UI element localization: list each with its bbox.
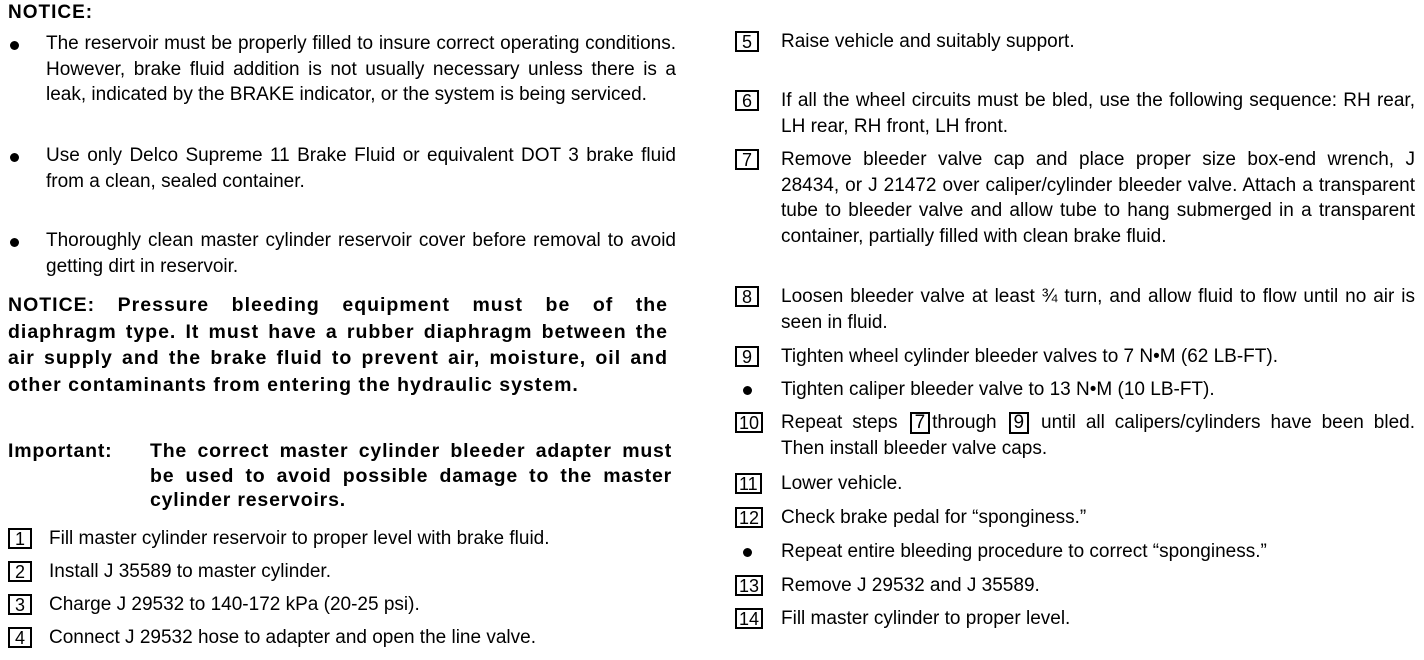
step-text: Remove bleeder valve cap and place proper size box-end wrench, J 28434, or J 21472 over caliper/cylinder bleeder valve. Attach a transparent tube to bleeder valve and allow tube to hang submerged in a transparent container, partially filled with clean brake fluid. <box>781 149 1415 247</box>
step-number: 5 <box>735 31 759 52</box>
notice-heading: NOTICE: <box>8 2 94 23</box>
step-text-mid: through <box>932 412 997 433</box>
step-text: If all the wheel circuits must be bled, use the following sequence: RH rear, LH rear, RH front, LH front. <box>781 90 1415 137</box>
step-number: 4 <box>8 627 32 648</box>
step-number: 6 <box>735 90 759 111</box>
step-number: 14 <box>735 608 763 629</box>
step-number: 3 <box>8 594 32 615</box>
step-text: Repeat entire bleeding procedure to correct “sponginess.” <box>781 541 1267 562</box>
bullet-dot-icon <box>10 41 19 50</box>
step-text: Tighten wheel cylinder bleeder valves to 7 N•M (62 LB-FT). <box>781 346 1278 367</box>
bullet-dot-icon <box>10 153 19 162</box>
important-text: The correct master cylinder bleeder adapter must be used to avoid possible damage to the master cylinder reservoirs. <box>150 440 672 511</box>
pressure-bleeding-notice: NOTICE: Pressure bleeding equipment must be of the diaphragm type. It must have a rubber diaphragm between the air supply and the brake fluid to prevent air, moisture, oil and other contaminants from entering the hydraulic system. <box>8 294 668 396</box>
step-text: Check brake pedal for “sponginess.” <box>781 507 1087 528</box>
step-text: Connect J 29532 hose to adapter and open the line valve. <box>49 627 536 648</box>
step-number: 12 <box>735 507 763 528</box>
step-text: Lower vehicle. <box>781 473 903 494</box>
step-text: Fill master cylinder reservoir to proper level with brake fluid. <box>49 528 550 549</box>
step-number: 1 <box>8 528 32 549</box>
step-number: 8 <box>735 286 759 307</box>
step-ref-number: 9 <box>1009 412 1030 434</box>
step-text <box>781 410 1415 461</box>
step-text-post: until all calipers/cylinders have been bled. Then install bleeder valve caps. <box>781 412 1415 459</box>
step-number: 10 <box>735 412 763 433</box>
step-text: Fill master cylinder to proper level. <box>781 608 1071 629</box>
step-number: 9 <box>735 346 759 367</box>
step-ref-number: 7 <box>910 412 931 434</box>
step-text-pre: Repeat steps <box>781 412 898 433</box>
step-text: Install J 35589 to master cylinder. <box>49 561 331 582</box>
step-number: 7 <box>735 149 759 170</box>
step-text: Loosen bleeder valve at least ¾ turn, and allow fluid to flow until no air is seen in fluid. <box>781 286 1415 333</box>
step-text: Remove J 29532 and J 35589. <box>781 575 1040 596</box>
notice-bullet-text: The reservoir must be properly filled to insure correct operating conditions. However, brake fluid addition is not usually necessary unless there is a leak, indicated by the BRAKE indicator, or the system is being serviced. <box>46 33 676 105</box>
bullet-dot-icon <box>10 238 19 247</box>
bullet-dot-icon <box>743 386 752 395</box>
important-label: Important: <box>8 440 113 462</box>
step-number: 13 <box>735 575 763 596</box>
bullet-dot-icon <box>743 548 752 557</box>
notice-bullet-text: Thoroughly clean master cylinder reservoir cover before removal to avoid getting dirt in reservoir. <box>46 230 676 277</box>
step-text: Charge J 29532 to 140-172 kPa (20-25 psi). <box>49 594 420 615</box>
notice-bullet-text: Use only Delco Supreme 11 Brake Fluid or equivalent DOT 3 brake fluid from a clean, sealed container. <box>46 145 676 192</box>
step-text: Tighten caliper bleeder valve to 13 N•M (10 LB-FT). <box>781 379 1215 400</box>
step-number: 11 <box>735 473 762 494</box>
step-number: 2 <box>8 561 32 582</box>
step-text: Raise vehicle and suitably support. <box>781 31 1075 52</box>
